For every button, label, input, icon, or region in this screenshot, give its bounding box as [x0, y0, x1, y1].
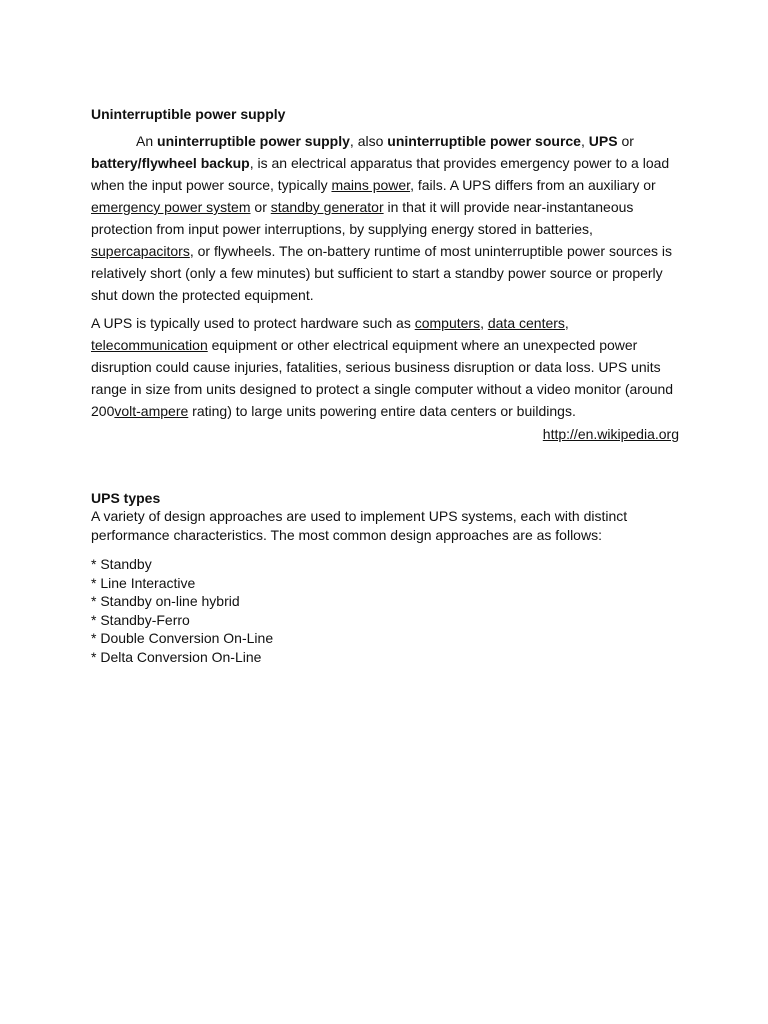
- text-span: An: [136, 133, 158, 149]
- list-item: * Standby: [91, 556, 152, 572]
- section-title-ups-types: UPS types: [91, 490, 161, 506]
- document-page: [91, 104, 679, 667]
- list-item: * Line Interactive: [91, 574, 196, 591]
- section-title-ups: Uninterruptible power supply: [91, 106, 286, 122]
- text-span: ,: [580, 133, 589, 149]
- list-item: * Delta Conversion On-Line: [91, 648, 262, 665]
- intro-paragraph: [91, 130, 679, 306]
- usage-paragraph: [91, 312, 679, 422]
- link-emergency-power-system[interactable]: emergency power system: [91, 199, 251, 215]
- text-span: or: [617, 133, 634, 149]
- link-standby-generator[interactable]: standby generator: [270, 199, 384, 215]
- text-span: rating) to large units powering entire data centers or buildings.: [188, 403, 576, 419]
- text-span: , is an electrical apparatus that provides emergency power to a load when the input power source, typically: [91, 155, 670, 193]
- text-span: , fails. A UPS differs from an auxiliary or: [410, 177, 656, 193]
- ups-types-list: [91, 555, 679, 667]
- text-span: or: [250, 199, 271, 215]
- list-item: * Standby-Ferro: [91, 611, 190, 628]
- link-computers[interactable]: computers: [414, 315, 481, 331]
- text-span: ,: [480, 315, 488, 331]
- text-span: equipment or other electrical equipment where an unexpected power disruption could cause injuries, fatalities, serious business disruption or data loss. UPS units range in size from units designed to protect a single computer without a video monitor (around 200: [91, 337, 674, 419]
- text-span: ,: [564, 315, 569, 331]
- bold-term-ups: UPS: [588, 133, 618, 149]
- bold-term-uninterruptible-power-supply: uninterruptible power supply: [157, 133, 350, 149]
- text-span: , also: [349, 133, 388, 149]
- link-mains-power[interactable]: mains power: [331, 177, 411, 193]
- text-span: in that it will provide near-instantaneous protection from input power interruptions, by supplying energy stored in batteries,: [91, 199, 634, 237]
- link-data-centers[interactable]: data centers: [487, 315, 565, 331]
- bold-term-uninterruptible-power-source: uninterruptible power source: [387, 133, 581, 149]
- link-supercapacitors[interactable]: supercapacitors: [91, 243, 190, 259]
- link-telecommunication[interactable]: telecommunication: [91, 337, 208, 353]
- list-item: * Double Conversion On-Line: [91, 630, 274, 647]
- source-attribution: [91, 423, 679, 445]
- ups-types-intro: A variety of design approaches are used to implement UPS systems, each with distinct performance characteristics. The most common design approaches are as follows:: [91, 508, 628, 543]
- link-volt-ampere[interactable]: volt-ampere: [114, 403, 189, 419]
- bold-term-battery-flywheel-backup: battery/flywheel backup: [91, 155, 250, 171]
- ups-types-section: [91, 489, 679, 667]
- text-span: , or flywheels. The on-battery runtime of most uninterruptible power sources is relatively short (only a few minutes) but sufficient to start a standby power source or properly shut down the protected equipment.: [91, 243, 673, 303]
- source-link-wikipedia[interactable]: http://en.wikipedia.org: [542, 426, 679, 442]
- list-item: * Standby on-line hybrid: [91, 593, 240, 610]
- text-span: A UPS is typically used to protect hardware such as: [91, 315, 415, 331]
